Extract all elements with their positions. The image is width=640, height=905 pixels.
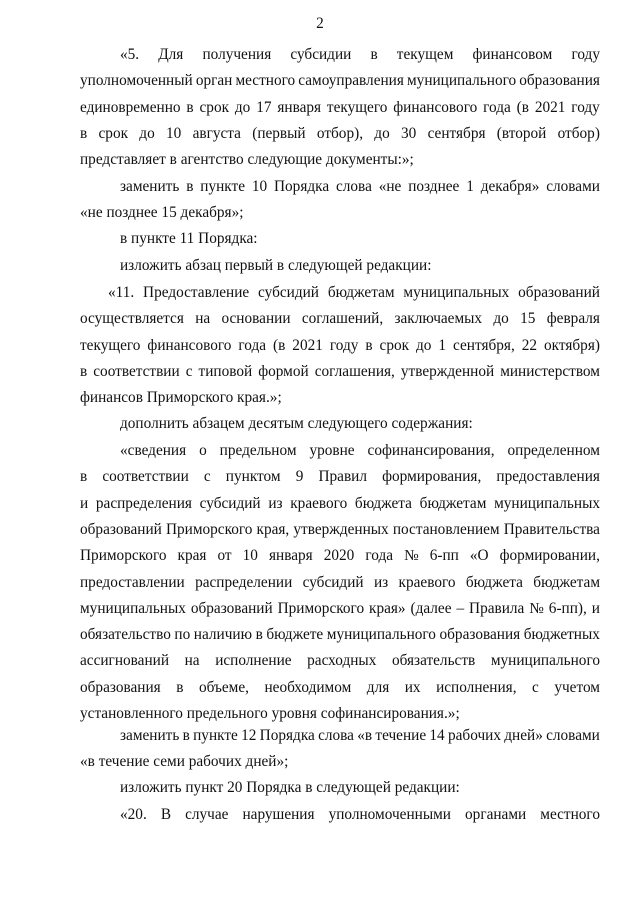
- text-line: «11. Предоставление субсидий бюджетам муниципальных образований: [108, 284, 600, 301]
- text-line: в соответствии с типовой формой соглашения, утвержденной министерством: [80, 362, 600, 380]
- text-line: финансов Приморского края.»;: [80, 389, 282, 407]
- text-line: уполномоченный орган местного самоуправления муниципального образования: [80, 72, 600, 90]
- page-number: 2: [316, 15, 324, 32]
- text-line: в пункте 11 Порядка:: [120, 230, 258, 247]
- text-line: «20. В случае нарушения уполномоченными органами местного: [120, 806, 600, 823]
- text-line: ассигнований на исполнение расходных обязательств муниципального: [80, 652, 600, 670]
- text-line: осуществляется на основании соглашений, заключаемых до 15 февраля: [80, 310, 600, 328]
- text-line: в соответствии с пунктом 9 Правил формирования, предоставления: [80, 468, 600, 486]
- text-line: текущего финансового года (в 2021 году в срок до 1 сентября, 22 октября): [80, 336, 600, 354]
- text-line: заменить в пункте 12 Порядка слова «в течение 14 рабочих дней» словами: [120, 727, 600, 744]
- text-line: Приморского края от 10 января 2020 года № 6-пп «О формировании,: [80, 547, 600, 565]
- text-line: представляет в агентство следующие документы:»;: [80, 151, 414, 169]
- text-line: установленного предельного уровня софинансирования.»;: [80, 705, 460, 722]
- text-line: «5. Для получения субсидии в текущем финансовом году: [120, 46, 600, 63]
- text-line: дополнить абзацем десятым следующего содержания:: [120, 415, 473, 432]
- text-line: образований Приморского края, утвержденных постановлением Правительства: [80, 520, 600, 538]
- text-line: изложить абзац первый в следующей редакции:: [120, 257, 432, 274]
- text-line: «не позднее 15 декабря»;: [80, 204, 244, 222]
- text-line: в срок до 10 августа (первый отбор), до 30 сентября (второй отбор): [80, 124, 600, 142]
- text-line: предоставлении распределении субсидий из краевого бюджета бюджетам: [80, 573, 600, 591]
- text-line: муниципальных образований Приморского края» (далее – Правила № 6-пп), и: [80, 599, 600, 617]
- text-line: «сведения о предельном уровне софинансирования, определенном: [120, 442, 600, 459]
- text-line: изложить пункт 20 Порядка в следующей редакции:: [120, 779, 460, 796]
- text-line: заменить в пункте 10 Порядка слова «не позднее 1 декабря» словами: [120, 178, 600, 195]
- text-line: единовременно в срок до 17 января текущего финансового года (в 2021 году: [80, 98, 600, 116]
- text-line: и распределения субсидий из краевого бюджета бюджетам муниципальных: [80, 494, 600, 512]
- text-line: образования в объеме, необходимом для их исполнения, с учетом: [80, 678, 600, 696]
- text-line: «в течение семи рабочих дней»;: [80, 753, 289, 771]
- text-line: обязательство по наличию в бюджете муниципального образования бюджетных: [80, 626, 600, 644]
